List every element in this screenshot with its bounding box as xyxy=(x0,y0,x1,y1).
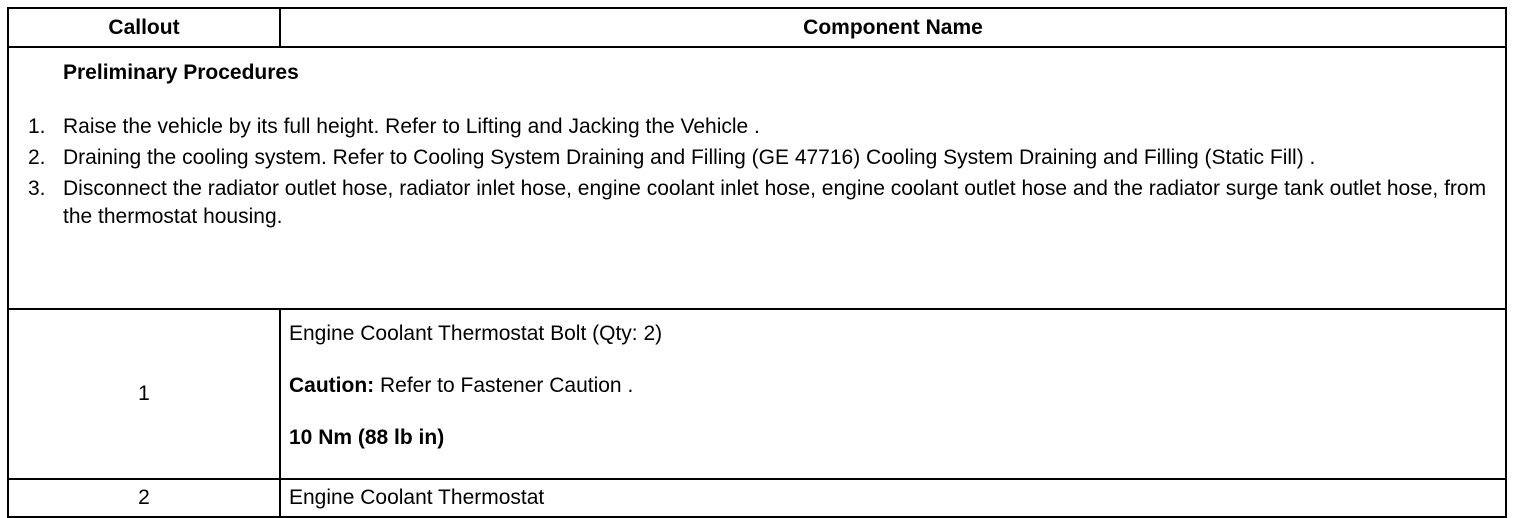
step-item xyxy=(28,113,1495,141)
step-text: Disconnect the radiator outlet hose, radiator inlet hose, engine coolant inlet hose, engine coolant outlet hose and the radiator surge tank outlet hose, from the thermostat housing. xyxy=(63,177,1487,228)
procedure-table xyxy=(7,7,1507,518)
torque-spec: 10 Nm (88 lb in) xyxy=(289,426,445,449)
step-number: 3. xyxy=(28,177,46,200)
callout-header: Callout xyxy=(8,8,280,47)
step-item xyxy=(28,144,1495,172)
step-text: Draining the cooling system. Refer to Cooling System Draining and Filling (GE 47716) Cooling System Draining and Filling (Static Fill) . xyxy=(63,146,1316,169)
table-row xyxy=(8,479,1506,517)
preliminary-steps xyxy=(28,113,1495,231)
component-cell xyxy=(280,479,1506,517)
component-cell xyxy=(280,309,1506,479)
callout-cell: 1 xyxy=(8,309,280,479)
preliminary-heading: Preliminary Procedures xyxy=(63,61,299,84)
callout-cell: 2 xyxy=(8,479,280,517)
step-number: 1. xyxy=(28,115,46,138)
component-name: Engine Coolant Thermostat Bolt (Qty: 2) xyxy=(289,322,663,345)
step-text: Raise the vehicle by its full height. Refer to Lifting and Jacking the Vehicle . xyxy=(63,115,760,138)
caution-label: Caution: xyxy=(289,374,375,397)
caution-text: Refer to Fastener Caution . xyxy=(374,374,634,397)
header-row xyxy=(8,8,1506,47)
table-row xyxy=(8,309,1506,479)
component-name: Engine Coolant Thermostat xyxy=(289,486,545,509)
component-name-header: Component Name xyxy=(280,8,1506,47)
caution-note xyxy=(289,372,1497,400)
step-number: 2. xyxy=(28,146,46,169)
preliminary-cell xyxy=(8,47,1506,309)
preliminary-row xyxy=(8,47,1506,309)
step-item xyxy=(28,175,1495,231)
